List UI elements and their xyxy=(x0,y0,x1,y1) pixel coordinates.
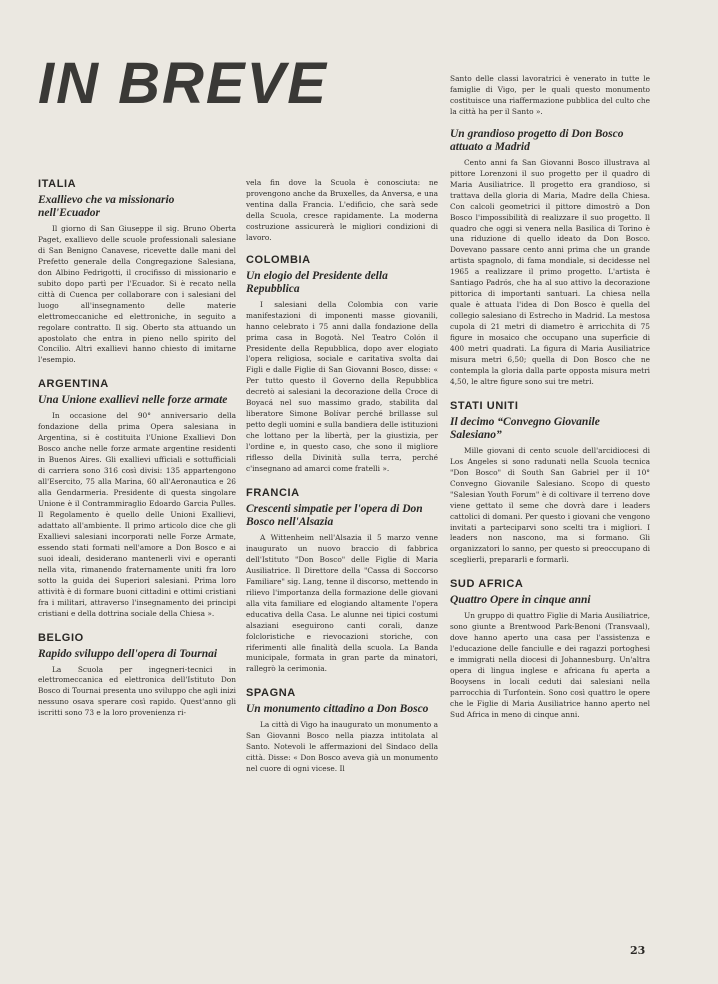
story-body: Mille giovani di cento scuole dell'arcidiocesi di Los Angeles si sono radunati nella Scuola tecnica "Don Bosco" di South San Gabriel per il 10° Convegno Giovanile Salesiano. Scopo di questo "Salesian Youth Forum" è di coltivare il terreno dove viene gettato il seme che dovrà dare i leaders cattolici di domani. Per questo i giovani che vengono invitati a parteciparvi sono scelti tra i migliori. I leaders non nascono, ma si formano. Gli organizzatori lo sanno, per questo si preoccupano di sceglierli, prepararli e formarli. xyxy=(450,445,650,565)
story-body: vela fin dove la Scuola è conosciuta: ne provengono anche da Bruxelles, da Anversa, e una ventina dalla Francia. L'edificio, che sarà sede della Scuola, cresce rapidamente. La moderna costruzione assicurerà le migliori condizioni di lavoro. xyxy=(246,178,438,242)
story-belgio-continued xyxy=(246,178,438,244)
story-stati-uniti xyxy=(450,400,650,566)
country-heading: SUD AFRICA xyxy=(450,578,524,591)
story-sud-africa xyxy=(450,578,650,721)
story-headline: Un monumento cittadino a Don Bosco xyxy=(246,703,429,716)
country-heading: ITALIA xyxy=(38,178,77,190)
story-body: La Scuola per ingegneri-tecnici in elettromeccanica ed elettronica dell'Istituto Don Bosco di Tournai presenta uno sviluppo che agli inizi nessuno osava sperare così rapido. Quest'anno gli iscritti sono 73 e la loro provenienza ri- xyxy=(38,664,236,718)
story-headline: Una Unione exallievi nelle forze armate xyxy=(38,394,228,407)
story-body: Cento anni fa San Giovanni Bosco illustrava al pittore Lorenzoni il suo progetto per il quadro di Maria Ausiliatrice. Il progetto era grandioso, si trattava della gloria di Maria, Madre della Chiesa. Con calcoli geometrici il pittore dimostrò a Don Bosco l'impossibilità di realizzare il suo progetto. Il quadro che oggi si venera nella Basilica di Torino è una riduzione di quello ideato da Don Bosco. Dovevano passare cento anni prima che un grande artista spagnolo, di fama mondiale, si decidesse nel 1965 a realizzare il primo progetto. L'artista è Santiago Padrós, che ha al suo attivo la decorazione pittorica di importanti santuari. La chiesa nella quale è attuata l'idea di Don Bosco è quella del collegio salesiano di Estrecho in Madrid. La mestosa cupola di 21 metri di diametro è arricchita di 75 figure in mosaico che occupano una superficie di 400 metri quadrati. La figura di Maria Ausiliatrice misura metri 6,50; quella di Don Bosco che ne contempla la gloria dalla parte opposta misura metri 4,50, le altre figure sono sui tre metri. xyxy=(450,157,650,386)
story-headline: Il decimo “Convegno Giovanile Salesiano” xyxy=(450,415,600,441)
story-body: La città di Vigo ha inaugurato un monumento a San Giovanni Bosco nella piazza intitolata al Santo. Notevoli le affermazioni del Sindaco della città. Disse: « Don Bosco aveva già un monumento nel cuore di ogni vicese. Il xyxy=(246,720,438,774)
page-number: 23 xyxy=(630,944,646,957)
country-heading: STATI UNITI xyxy=(450,399,519,412)
country-heading: SPAGNA xyxy=(246,687,296,700)
story-body: In occasione del 90° anniversario della fondazione della prima Opera salesiana in Argentina, si è costituita l'Unione Exallievi Don Bosco anche nelle forze armate argentine residenti in Buenos Aires. Gli exallievi ufficiali e sottufficiali di carriera sono 316 così divisi: 135 appartengono all'Esercito, 75 alla Marina, 60 all'Aeronautica e 26 alla Gendarmeria. Presidente di questa singolare Unione è il Contrammiraglio Edoardo Garcia Pulles. Il Regolamento è quello delle Unioni Exallievi, adattato all'ambiente. Il primo articolo dice che gli Exallievi salesiani incorporati nelle Forze Armate, essendo stati formati nell'amore a Don Bosco e ai suoi ideali, desiderano mantenerli vivi e operanti nella vita, rimanendo fraternamente uniti fra loro sotto la guida dei Superiori salesiani. Prima loro attività è di formare buoni cittadini e ottimi cristiani fra i militari, attraverso l'insegnamento dei principi cristiani e della dottrina sociale della Chiesa ». xyxy=(38,411,236,618)
story-belgio xyxy=(38,632,236,720)
story-argentina xyxy=(38,378,236,619)
story-headline: Un grandioso progetto di Don Bosco attuato a Madrid xyxy=(450,127,624,153)
column-middle xyxy=(246,178,438,787)
story-headline: Rapido sviluppo dell'opera di Tournai xyxy=(38,647,218,660)
column-left xyxy=(38,178,236,731)
column-right xyxy=(450,74,650,733)
country-heading: COLOMBIA xyxy=(246,253,311,266)
country-heading: ARGENTINA xyxy=(38,378,109,391)
story-body: Il giorno di San Giuseppe il sig. Bruno Oberta Paget, exallievo delle scuole professionali salesiane di San Benigno Canavese, ricevette dalle mani del Prefetto generale della Congregazione Salesiana, don Albino Fedrigotti, il crocifisso di missionario e subito dopo partì per l'Ecuador. Si è recato nella città di Cuenca per collaborare con i salesiani del luogo all'insegnamento delle materie elettromeccaniche ed elettroniche, in seguito a regolare contratto. Il sig. Oberto sta attuando un apostolato che entra in pieno nello spirito del Concilio. Altri exallievi hanno chiesto di imitarne l'esempio. xyxy=(38,224,236,365)
story-body: I salesiani della Colombia con varie manifestazioni di imponenti masse giovanili, hanno celebrato i 75 anni dalla fondazione della prima casa in Bogotà. Nel Teatro Colón il Presidente della Repubblica, dopo aver elogiato l'opera religiosa, sociale e caritativa svolta dai Figli e dalle Figlie di San Giovanni Bosco, disse: « Per tutto questo il Governo della Repubblica decretò ai salesiani la decorazione della Croce di Boyacá nel suo massimo grado, stabilita dal liberatore Simone Bolívar perché brillasse sul petto degli uomini e sulla bandiera delle istituzioni che lottano per la libertà, per la giustizia, per l'ordine e, in questo caso, che sono il migliore riflesso della Divinità sulla terra, perché c'insegnano ad amarci come fratelli ». xyxy=(246,299,438,474)
story-headline: Un elogio del Presidente della Repubblica xyxy=(246,269,388,295)
country-heading: BELGIO xyxy=(38,631,84,644)
story-madrid xyxy=(450,128,650,388)
story-headline: Exallievo che va missionario nell'Ecuador xyxy=(38,194,175,219)
story-colombia xyxy=(246,254,438,475)
story-body: Santo delle classi lavoratrici è venerato in tutte le famiglie di Vigo, per le quali questo monumento costituisce una riaffermazione pubblica del culto che la città ha per il Santo ». xyxy=(450,74,650,116)
story-spagna-continued xyxy=(450,74,650,118)
story-italia xyxy=(38,178,236,366)
story-headline: Crescenti simpatie per l'opera di Don Bosco nell'Alsazia xyxy=(246,502,423,528)
story-body: A Wittenheim nell'Alsazia il 5 marzo venne inaugurato un nuovo braccio di fabbrica dell'Istituto "Don Bosco" delle Figlie di Maria Ausiliatrice. Il Direttore della "Cassa di Soccorso Familiare" sig. Lang, tenne il discorso, mettendo in rilievo l'importanza della formazione delle giovani alla vita familiare ed elogiando altamente l'opera educativa della Casa. Le alunne nei tipici costumi alsaziani eseguirono canti corali, danze folcloristiche e rievocazioni storiche, con riferimenti alle finalità della scuola. La Banda municipale, formata in gran parte da minatori, rallegrò la cerimonia. xyxy=(246,532,439,674)
story-spagna xyxy=(246,687,438,775)
country-heading: FRANCIA xyxy=(246,486,300,499)
story-francia xyxy=(246,487,438,675)
story-headline: Quattro Opere in cinque anni xyxy=(450,594,591,607)
section-title: IN BREVE xyxy=(38,51,328,116)
story-body: Un gruppo di quattro Figlie di Maria Ausiliatrice, sono giunte a Brentwood Park-Benoni (Transvaal), dove hanno aperto una casa per l'assistenza e l'educazione delle fanciulle e dei ragazzi portoghesi e immigrati nella diocesi di Johannesburg. Un'altra opera di lingua inglese e africana fu aperta a Booysens in locali ceduti dai salesiani nella parrocchia di Turfontein. Sono così quattro le opere che le Figlie di Maria Ausiliatrice hanno aperto nel Sud Africa in meno di cinque anni. xyxy=(450,611,650,719)
